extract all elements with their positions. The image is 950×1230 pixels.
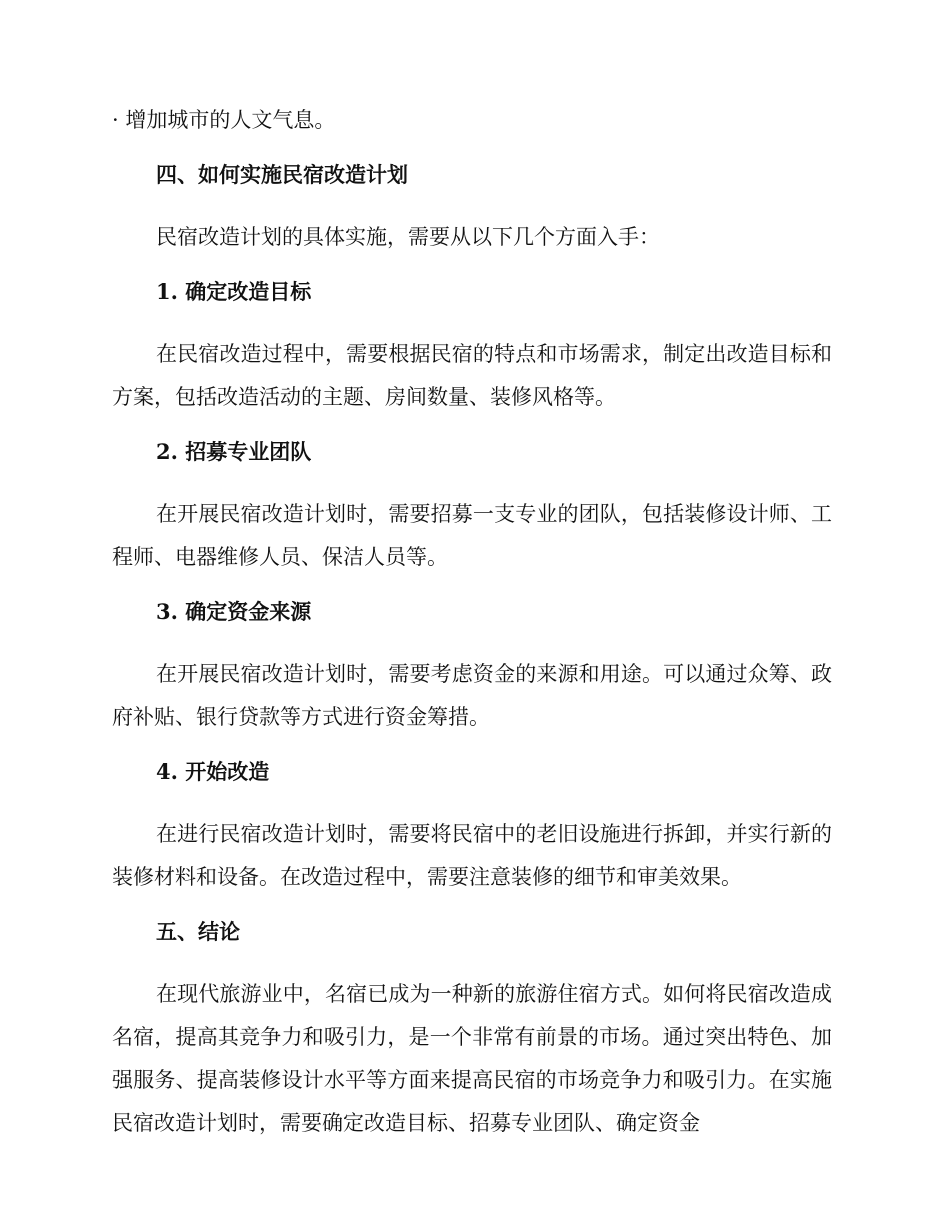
item-heading-2: 2. 招募专业团队 xyxy=(156,439,312,464)
item-heading-4: 4. 开始改造 xyxy=(156,759,270,784)
section-heading-5: 五、结论 xyxy=(156,919,240,944)
conclusion-paragraph: 在现代旅游业中，名宿已成为一种新的旅游住宿方式。如何将民宿改造成名宿，提高其竞争力和吸引力，是一个非常有前景的市场。通过突出特色、加强服务、提高装修设计水平等方面来提高民宿的市场竞争力和吸引力。在实施民宿改造计划时，需要确定改造目标、招募专业团队、确定资金 xyxy=(112,982,832,1135)
item-heading-1: 1. 确定改造目标 xyxy=(156,279,312,304)
item-paragraph-1: 在民宿改造过程中，需要根据民宿的特点和市场需求，制定出改造目标和方案，包括改造活动的主题、房间数量、装修风格等。 xyxy=(112,342,832,409)
document-page xyxy=(112,108,832,1165)
item-paragraph-2: 在开展民宿改造计划时，需要招募一支专业的团队，包括装修设计师、工程师、电器维修人员、保洁人员等。 xyxy=(112,502,832,569)
item-paragraph-4: 在进行民宿改造计划时，需要将民宿中的老旧设施进行拆卸，并实行新的装修材料和设备。在改造过程中，需要注意装修的细节和审美效果。 xyxy=(112,822,832,889)
section-heading-4: 四、如何实施民宿改造计划 xyxy=(156,162,408,187)
bullet-item: · 增加城市的人文气息。 xyxy=(112,108,336,132)
item-heading-3: 3. 确定资金来源 xyxy=(156,599,312,624)
item-paragraph-3: 在开展民宿改造计划时，需要考虑资金的来源和用途。可以通过众筹、政府补贴、银行贷款等方式进行资金筹措。 xyxy=(112,662,832,729)
section-intro: 民宿改造计划的具体实施，需要从以下几个方面入手： xyxy=(156,225,660,249)
